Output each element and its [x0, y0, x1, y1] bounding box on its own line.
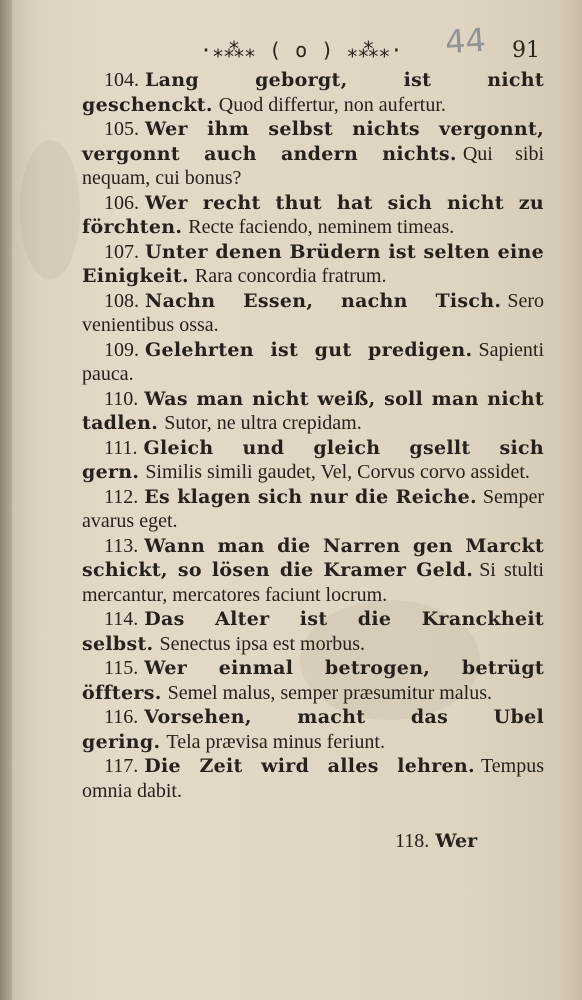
page-header [0, 20, 582, 70]
latin-proverb: Similis simili gaudet, Vel, Corvus corvo assidet. [145, 461, 530, 483]
latin-proverb: Quod differtur, non aufertur. [218, 93, 446, 116]
proverb-entry [82, 485, 544, 534]
proverb-entry [82, 117, 544, 191]
latin-proverb: Rara concordia fratrum. [194, 265, 387, 287]
proverb-number: 116. [104, 706, 139, 728]
proverb-entry [82, 436, 544, 485]
page-gutter-edge [0, 0, 12, 1000]
german-proverb: Lang geborgt, ist nicht geschenckt. [82, 69, 544, 116]
proverb-number: 105. [104, 118, 139, 140]
proverb-number: 108. [104, 289, 139, 312]
proverb-entry [82, 705, 544, 754]
proverb-number: 110. [104, 387, 139, 410]
proverb-entry [82, 191, 544, 240]
latin-proverb: Qui sibi nequam, cui bonus? [82, 142, 544, 189]
catchword [395, 830, 477, 853]
proverb-number: 107. [104, 240, 139, 263]
proverb-number: 117. [104, 755, 139, 777]
german-proverb: Das Alter ist die Kranckheit selbst. [82, 608, 544, 655]
proverb-entry [82, 534, 544, 608]
german-proverb: Die Zeit wird alles lehren. [144, 755, 475, 777]
latin-proverb: Tela prævisa minus feriunt. [166, 730, 385, 753]
latin-proverb: Tempus omnia dabit. [82, 755, 544, 802]
paper-stain [20, 140, 80, 280]
latin-proverb: Sero venientibus ossa. [82, 289, 544, 336]
german-proverb: Wer einmal betrogen, betrügt öffters. [82, 657, 544, 704]
latin-proverb: Sutor, ne ultra crepidam. [164, 412, 362, 434]
latin-proverb: Senectus ipsa est morbus. [159, 632, 366, 655]
proverb-number: 112. [104, 485, 139, 508]
proverb-entry [82, 240, 544, 289]
proverb-number: 106. [104, 191, 139, 214]
proverb-number: 111. [104, 436, 138, 459]
latin-proverb: Recte faciendo, neminem timeas. [188, 216, 455, 238]
german-proverb: Gelehrten ist gut predigen. [145, 338, 473, 361]
german-proverb: Unter denen Brüdern ist selten eine Einigkeit. [82, 240, 544, 287]
catchword-number: 118. [395, 830, 430, 852]
page-number: 91 [512, 38, 540, 63]
latin-proverb: Semel malus, semper præsumitur malus. [167, 681, 493, 704]
latin-proverb: Sapienti pauca. [82, 338, 544, 385]
german-proverb: Was man nicht weiß, soll man nicht tadlen. [82, 387, 544, 434]
german-proverb: Es klagen sich nur die Reiche. [144, 485, 477, 508]
proverb-number: 113. [104, 534, 139, 557]
german-proverb: Nachn Essen, nachn Tisch. [145, 289, 502, 312]
proverb-entry [82, 68, 544, 117]
header-ornament: ·⁎⁂⁎ ( o ) ⁎⁂⁎· [200, 38, 404, 62]
proverb-number: 104. [104, 69, 139, 91]
proverb-entry [82, 338, 544, 387]
proverb-number: 114. [104, 608, 139, 630]
proverb-entry [82, 754, 544, 803]
proverb-list [82, 68, 544, 803]
german-proverb: Vorsehen, macht das Ubel gering. [82, 706, 544, 753]
german-proverb: Gleich und gleich gsellt sich gern. [82, 436, 544, 483]
proverb-entry [82, 607, 544, 656]
proverb-number: 109. [104, 338, 139, 361]
german-proverb: Wer ihm selbst nichts vergonnt, vergonnt auch andern nichts. [82, 118, 544, 165]
proverb-number: 115. [104, 657, 139, 679]
latin-proverb: Semper avarus eget. [82, 485, 544, 532]
german-proverb: Wer recht thut hat sich nicht zu förchten. [82, 191, 544, 238]
handwritten-page-note: 44 [443, 20, 487, 62]
latin-proverb: Si stulti mercantur, mercatores faciunt locrum. [82, 559, 544, 606]
german-proverb: Wann man die Narren gen Marckt schickt, so lösen die Kramer Geld. [82, 534, 544, 581]
proverb-entry [82, 387, 544, 436]
proverb-entry [82, 656, 544, 705]
proverb-entry [82, 289, 544, 338]
catchword-text: Wer [435, 830, 478, 852]
